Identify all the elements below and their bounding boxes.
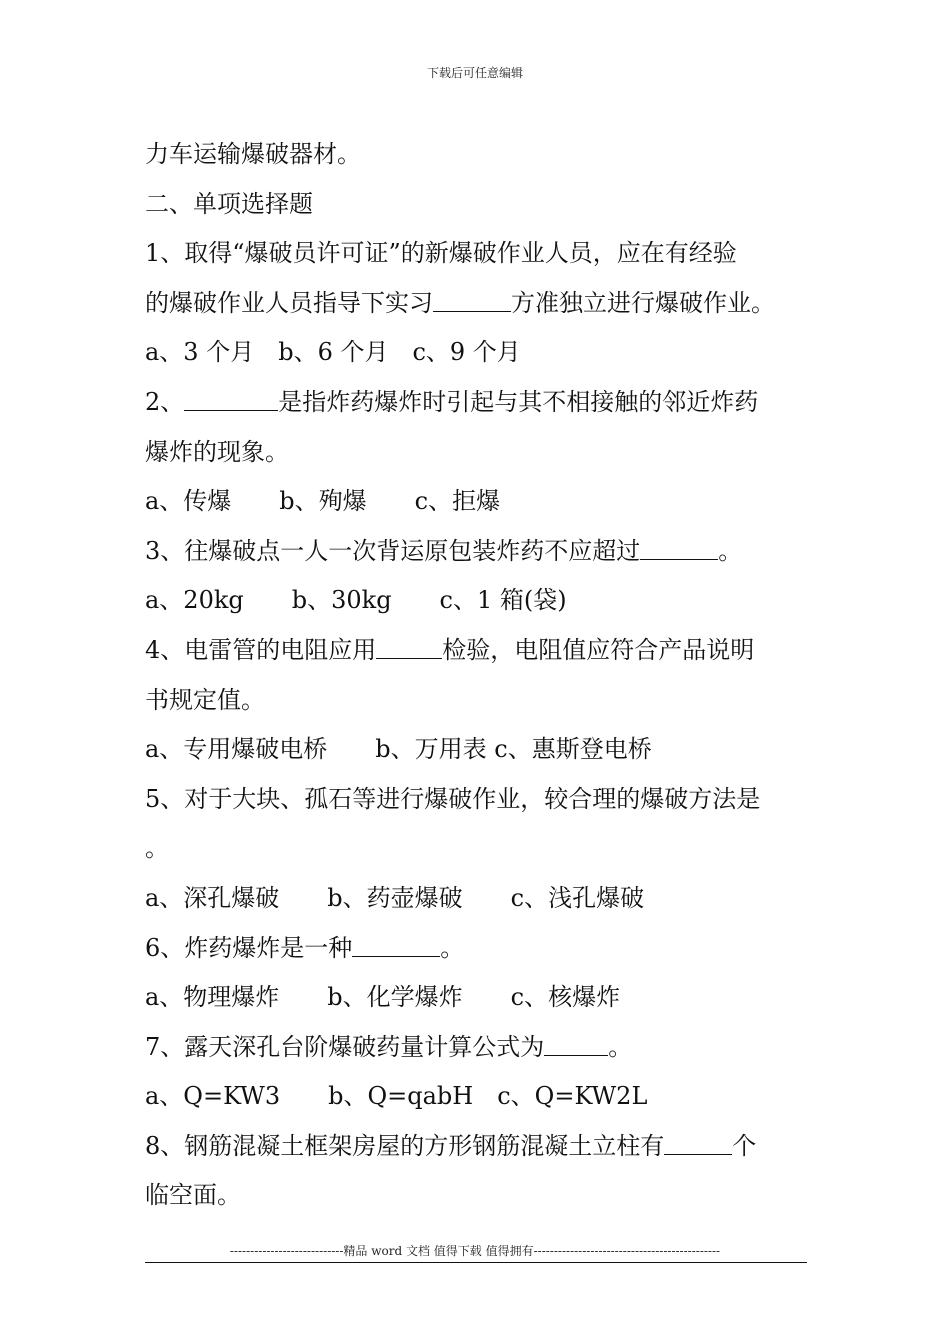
line-text: a、20kg b、30kg c、1 箱(袋) [145,586,567,615]
question-4 [145,626,810,676]
line-text: 是指炸药爆炸时引起与其不相接触的邻近炸药 [278,387,759,416]
line-text: 4、电雷管的电阻应用 [145,635,377,664]
line-text: 8、钢筋混凝土框架房屋的方形钢筋混凝土立柱有 [145,1131,665,1160]
question-3 [145,527,810,577]
question-2-options [145,477,810,527]
line-text: 二、单项选择题 [145,189,313,218]
question-6-options [145,973,810,1023]
answer-blank [544,1033,608,1056]
line-text: 书规定值。 [145,685,265,714]
line-text: a、3 个月 b、6 个月 c、9 个月 [145,338,521,367]
line-text: a、Q=KW3 b、Q=qabH c、Q=KW2L [145,1082,648,1111]
question-2-cont [145,428,810,478]
question-5-cont [145,824,810,874]
question-4-cont [145,676,810,726]
question-1-cont [145,279,810,329]
question-5-options [145,874,810,924]
line-text: 爆炸的现象。 [145,437,289,466]
line-text: 5、对于大块、孤石等进行爆破作业，较合理的爆破方法是 [145,784,761,813]
page-header: 下载后可任意编辑 [426,66,523,80]
line-text: 2、 [145,387,185,416]
answer-blank [433,289,511,312]
line-text: 7、露天深孔台阶爆破药量计算公式为 [145,1032,545,1061]
text-line [145,130,810,180]
line-text: 3、往爆破点一人一次背运原包装炸药不应超过 [145,536,641,565]
document-body [145,130,810,1221]
question-1-options [145,328,810,378]
line-text: 。 [608,1032,633,1061]
question-8-cont [145,1171,810,1221]
line-text: 1、取得“爆破员许可证”的新爆破作业人员，应在有经验 [145,239,737,268]
answer-blank [640,537,718,560]
question-5 [145,775,810,825]
line-text: 检验，电阻值应符合产品说明 [442,635,755,664]
line-text: a、传爆 b、殉爆 c、拒爆 [145,487,501,516]
question-7 [145,1023,810,1073]
section-heading [145,180,810,230]
question-6 [145,924,810,974]
question-8 [145,1122,810,1172]
page-footer: ----------------------------精品 word 文档 值得下载 值得拥有---------------------------------------------- [229,1244,721,1258]
line-text: 。 [718,536,743,565]
line-text: a、专用爆破电桥 b、万用表 c、惠斯登电桥 [145,735,652,764]
answer-blank [352,934,440,957]
question-4-options [145,725,810,775]
question-2 [145,378,810,428]
answer-blank [376,637,442,660]
answer-blank [184,389,278,412]
line-text: a、深孔爆破 b、药壶爆破 c、浅孔爆破 [145,883,645,912]
line-text: 。 [440,933,465,962]
footer-divider [145,1262,807,1263]
question-1 [145,229,810,279]
question-3-options [145,576,810,626]
line-text: 力车运输爆破器材。 [145,140,361,168]
line-text: a、物理爆炸 b、化学爆炸 c、核爆炸 [145,983,621,1012]
line-text: 6、炸药爆炸是一种 [145,933,353,962]
question-7-options [145,1072,810,1122]
line-text: 方准独立进行爆破作业。 [511,288,775,317]
answer-blank [664,1132,732,1155]
line-text: 临空面。 [145,1181,241,1210]
line-text: 个 [732,1131,757,1160]
line-text: 的爆破作业人员指导下实习 [145,288,433,317]
line-text: 。 [145,834,169,863]
